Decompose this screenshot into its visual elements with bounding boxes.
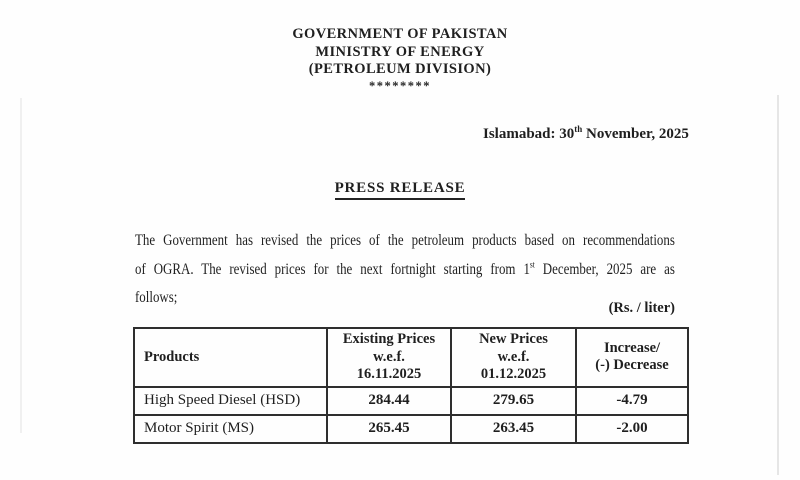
paragraph-ordinal: st [529,259,535,270]
dateline [483,126,689,143]
header-products-label: Products [144,348,200,365]
product-cell: High Speed Diesel (HSD) [134,387,327,415]
paragraph-line-2-post: December, 2025 are as [534,260,675,278]
unit-note: (Rs. / liter) [608,300,675,316]
letterhead [0,26,800,93]
existing-price-cell: 284.44 [327,387,451,415]
table-row [134,415,688,443]
header-new-prices [451,328,576,387]
letterhead-division-line: (PETROLEUM DIVISION) [308,61,492,77]
header-new-line-1: New Prices [479,331,548,347]
page-title: PRESS RELEASE [335,180,466,200]
header-change [576,328,688,387]
title-wrap [0,179,800,200]
paragraph-line-3: follows; [135,289,178,306]
new-price-cell: 279.65 [451,387,576,415]
paragraph-line-2-pre: of OGRA. The revised prices for the next fortnight starting from 1 [135,260,530,278]
existing-price-cell: 265.45 [327,415,451,443]
dateline-prefix: Islamabad: 30 [483,126,575,142]
scan-artifact-left [20,98,22,433]
paragraph-line-1: The Government has revised the prices of the petroleum products based on recommendations [135,232,675,249]
new-price-cell: 263.45 [451,415,576,443]
header-products [134,328,327,387]
header-existing-line-2: w.e.f. [373,348,405,365]
change-cell: -2.00 [576,415,688,443]
change-cell: -4.79 [576,387,688,415]
header-existing-line-3: 16.11.2025 [356,366,422,382]
header-change-line-2: (-) Decrease [595,357,669,374]
product-cell: Motor Spirit (MS) [134,415,327,443]
letterhead-government-line: GOVERNMENT OF PAKISTAN [292,26,508,42]
price-table [133,327,689,444]
header-new-line-2: w.e.f. [497,348,530,365]
header-change-line-1: Increase/ [603,339,661,356]
dateline-ordinal: th [574,124,583,134]
scan-artifact-right [777,95,779,475]
letterhead-ministry-line: MINISTRY OF ENERGY [315,43,485,60]
header-new-line-3: 01.12.2025 [480,366,547,382]
letterhead-separator-stars: ******** [369,78,431,93]
body-paragraph [135,227,675,313]
dateline-suffix: November, 2025 [582,126,689,142]
paragraph-line-2 [135,256,675,285]
table-row [134,387,688,415]
table-header-row [134,328,688,387]
header-existing-prices [327,328,451,387]
header-existing-line-1: Existing Prices [342,331,436,347]
